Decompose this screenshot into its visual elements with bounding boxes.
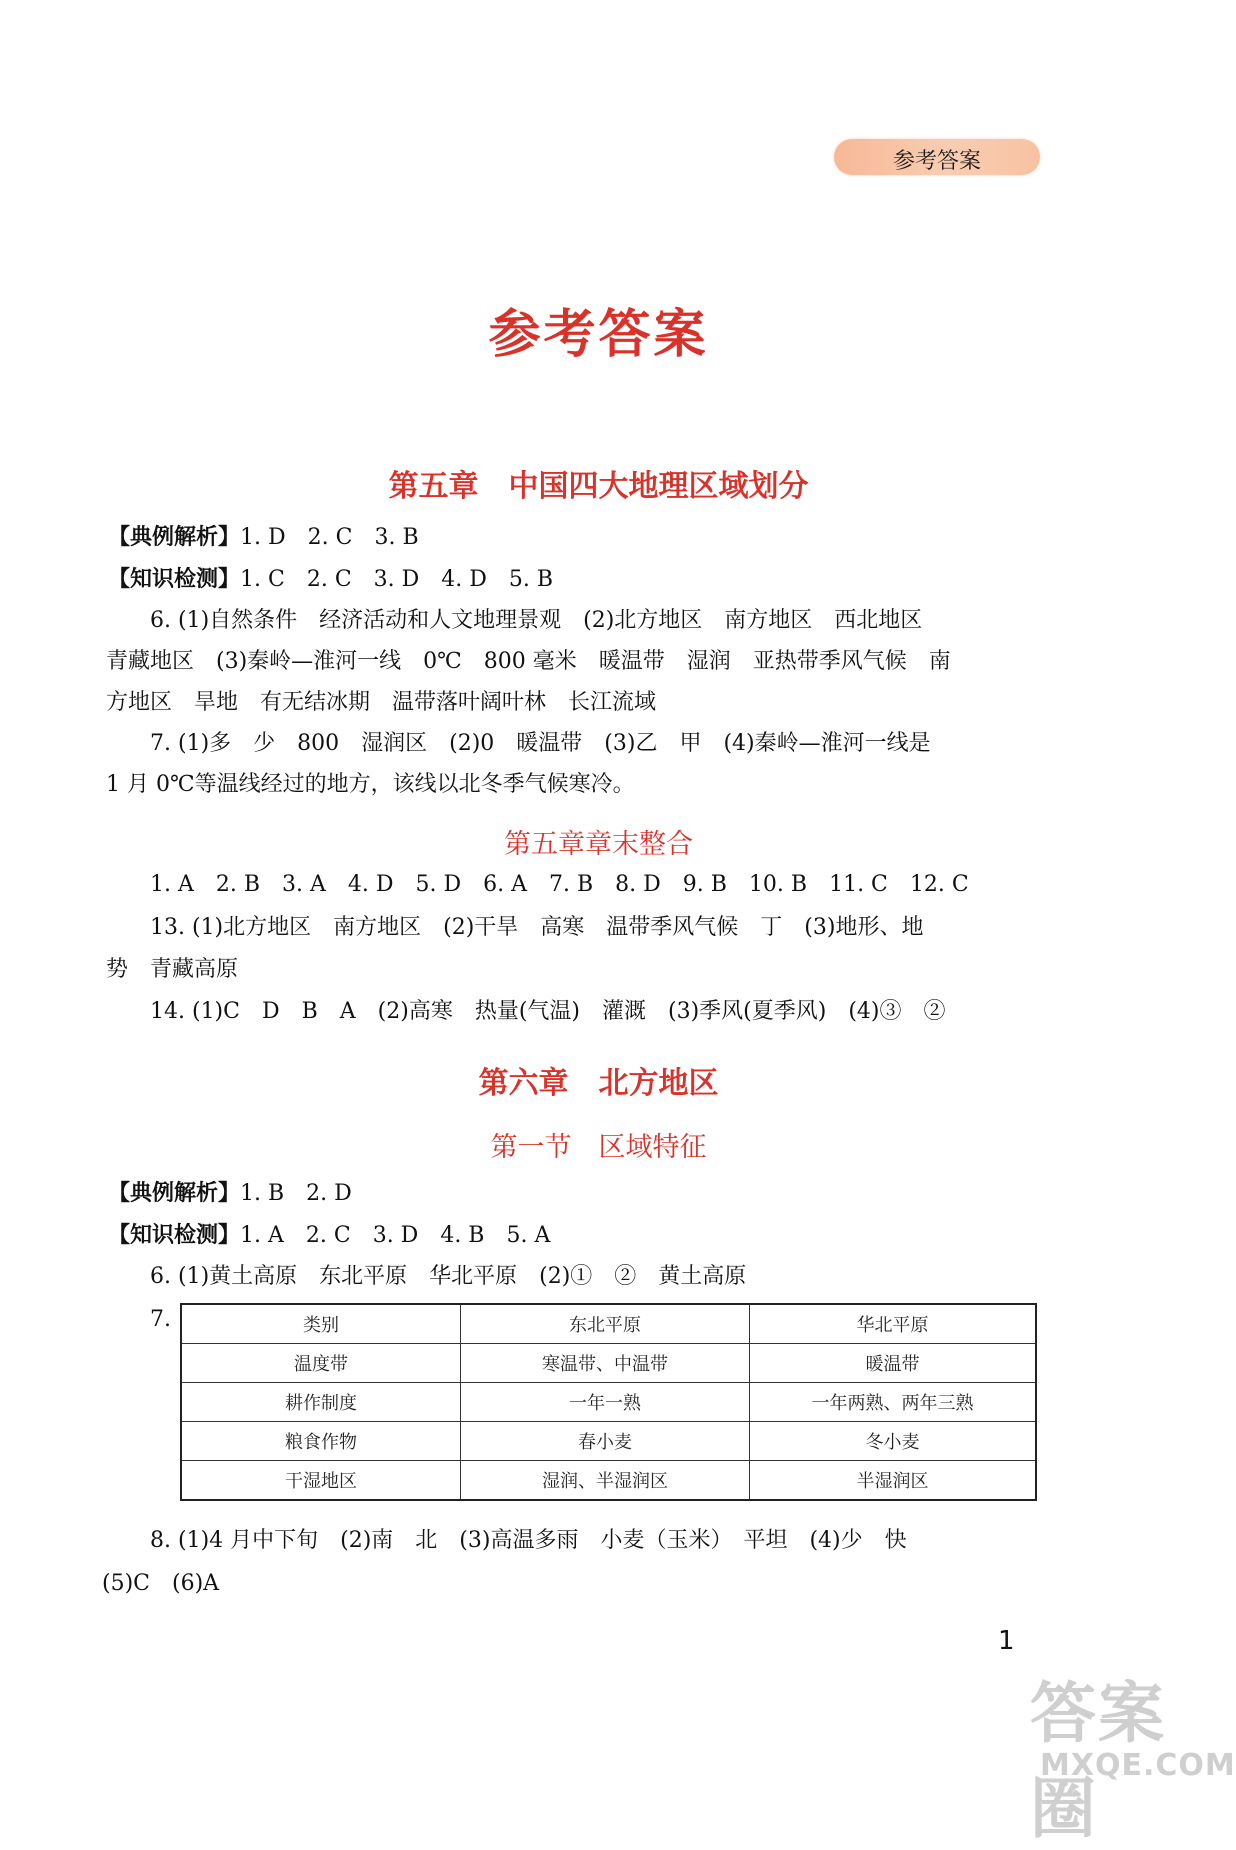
- ch6-q8-line-2: (5)C (6)A: [102, 1571, 220, 1596]
- table-row: [181, 1383, 1036, 1422]
- ch5-summary-heading: 第五章章末整合: [504, 829, 693, 860]
- ch6-q8-line-1: 8. (1)4 月中下旬 (2)南 北 (3)高温多雨 小麦（玉米） 平坦 (4)少 快: [150, 1528, 907, 1553]
- answer-tab-label: 参考答案: [892, 149, 981, 174]
- table-cell: 春小麦: [461, 1422, 750, 1461]
- table-cell: 冬小麦: [750, 1422, 1037, 1461]
- ch6-line-2-text: 1. A 2. C 3. D 4. B 5. A: [240, 1223, 551, 1248]
- ch6-line-3: 6. (1)黄土高原 东北平原 华北平原 (2)① ② 黄土高原: [150, 1264, 747, 1289]
- comparison-table: [180, 1303, 1037, 1501]
- ch5-summary-line-4: 14. (1)C D B A (2)高寒 热量(气温) 灌溉 (3)季风(夏季风) (4)③ ②: [150, 999, 946, 1024]
- table-row: [181, 1304, 1036, 1344]
- table-cell: 寒温带、中温带: [461, 1344, 750, 1383]
- ch6-line-2: [108, 1222, 550, 1250]
- ch6-line-1-label: 【典例解析】: [108, 1181, 241, 1206]
- ch5-line-2-text: 1. C 2. C 3. D 4. D 5. B: [240, 567, 554, 592]
- page-title: 参考答案: [488, 305, 709, 365]
- ch5-line-7: 1 月 0℃等温线经过的地方，该线以北冬季气候寒冷。: [106, 772, 635, 797]
- table-cell: 一年两熟、两年三熟: [750, 1383, 1037, 1422]
- ch6-line-1: [108, 1180, 352, 1208]
- table-row: [181, 1344, 1036, 1383]
- ch5-summary-line-1: 1. A 2. B 3. A 4. D 5. D 6. A 7. B 8. D 9. B 10. B 11. C 12. C: [150, 872, 969, 897]
- watermark-url: MXQE.COM: [1040, 1748, 1236, 1783]
- table-cell: 华北平原: [750, 1304, 1037, 1344]
- ch5-line-1-label: 【典例解析】: [108, 525, 241, 550]
- ch5-line-2-label: 【知识检测】: [108, 567, 241, 592]
- ch5-summary-line-2: 13. (1)北方地区 南方地区 (2)干旱 高寒 温带季风气候 丁 (3)地形、地: [150, 915, 924, 940]
- table-cell: 粮食作物: [181, 1422, 461, 1461]
- table-cell: 一年一熟: [461, 1383, 750, 1422]
- chapter6-heading: 第六章 北方地区: [478, 1066, 719, 1101]
- table-cell: 干湿地区: [181, 1461, 461, 1501]
- table-cell: 半湿润区: [750, 1461, 1037, 1501]
- ch5-line-2: [108, 566, 553, 594]
- table-cell: 东北平原: [461, 1304, 750, 1344]
- table-question-number: 7.: [150, 1307, 171, 1332]
- watermark-logo: 答案圈: [1030, 1675, 1166, 1847]
- ch6-line-2-label: 【知识检测】: [108, 1223, 241, 1248]
- ch5-line-3: 6. (1)自然条件 经济活动和人文地理景观 (2)北方地区 南方地区 西北地区: [150, 608, 923, 633]
- ch6-line-1-text: 1. B 2. D: [240, 1181, 352, 1206]
- ch5-summary-line-3: 势 青藏高原: [106, 957, 239, 982]
- ch5-line-1-text: 1. D 2. C 3. B: [240, 525, 419, 550]
- chapter5-heading: 第五章 中国四大地理区域划分: [388, 469, 809, 504]
- table-cell: 类别: [181, 1304, 461, 1344]
- table-cell: 温度带: [181, 1344, 461, 1383]
- ch5-line-4: 青藏地区 (3)秦岭—淮河一线 0℃ 800 毫米 暖温带 湿润 亚热带季风气候 南: [106, 649, 951, 674]
- table-row: [181, 1461, 1036, 1501]
- table-cell: 耕作制度: [181, 1383, 461, 1422]
- table-cell: 暖温带: [750, 1344, 1037, 1383]
- ch5-line-1: [108, 524, 419, 552]
- table-cell: 湿润、半湿润区: [461, 1461, 750, 1501]
- ch5-line-6: 7. (1)多 少 800 湿润区 (2)0 暖温带 (3)乙 甲 (4)秦岭—淮河一线是: [150, 731, 931, 756]
- ch5-line-5: 方地区 旱地 有无结冰期 温带落叶阔叶林 长江流域: [106, 690, 657, 715]
- ch6-section-heading: 第一节 区域特征: [490, 1132, 707, 1163]
- answer-tab: [834, 139, 1040, 175]
- page-number: 1: [998, 1626, 1015, 1656]
- table-row: [181, 1422, 1036, 1461]
